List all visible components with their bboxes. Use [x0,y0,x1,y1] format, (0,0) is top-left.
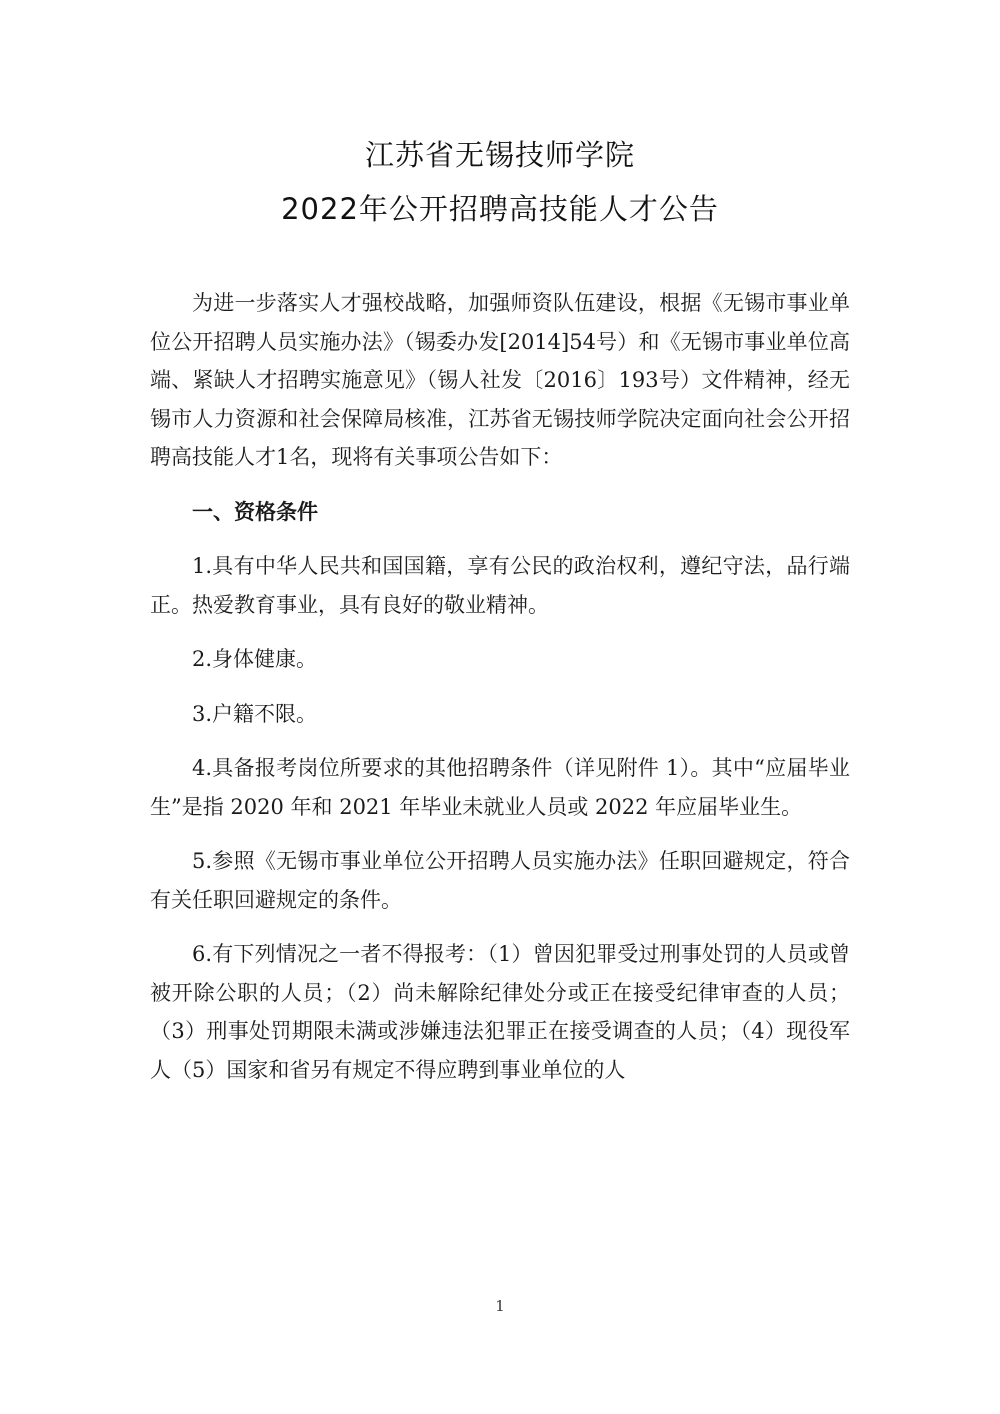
list-item: 6.有下列情况之一者不得报考：（1）曾因犯罪受过刑事处罚的人员或曾被开除公职的人员；（2）尚未解除纪律处分或正在接受纪律审查的人员；（3）刑事处罚期限未满或涉嫌违法犯罪正在接受调查的人员；（4）现役军人（5）国家和省另有规定不得应聘到事业单位的人 [150,942,851,1082]
section-heading: 一、资格条件 [192,498,318,524]
list-item: 2.身体健康。 [192,647,318,671]
list-item: 3.户籍不限。 [192,701,318,726]
title-line-2: 2022年公开招聘高技能人才公告 [281,192,719,226]
list-item: 4.具备报考岗位所要求的其他招聘条件（详见附件 1）。其中“应届毕业生”是指 2020 年和 2021 年毕业未就业人员或 2022 年应届毕业生。 [150,756,850,819]
document-title [0,128,1000,236]
list-item: 5.参照《无锡市事业单位公开招聘人员实施办法》任职回避规定，符合有关任职回避规定的条件。 [150,849,850,912]
document-body [150,284,850,1105]
title-line-1: 江苏省无锡技师学院 [364,138,635,172]
page-number: 1 [495,1297,505,1315]
intro-paragraph: 为进一步落实人才强校战略，加强师资队伍建设，根据《无锡市事业单位公开招聘人员实施办法》（锡委办发[2014]54号）和《无锡市事业单位高端、紧缺人才招聘实施意见》（锡人社发〔2016〕193号）文件精神，经无锡市人力资源和社会保障局核准，江苏省无锡技师学院决定面向社会公开招聘高技能人才1名，现将有关事项公告如下： [150,291,850,469]
list-item: 1.具有中华人民共和国国籍，享有公民的政治权利，遵纪守法，品行端正。热爱教育事业，具有良好的敬业精神。 [150,554,850,617]
